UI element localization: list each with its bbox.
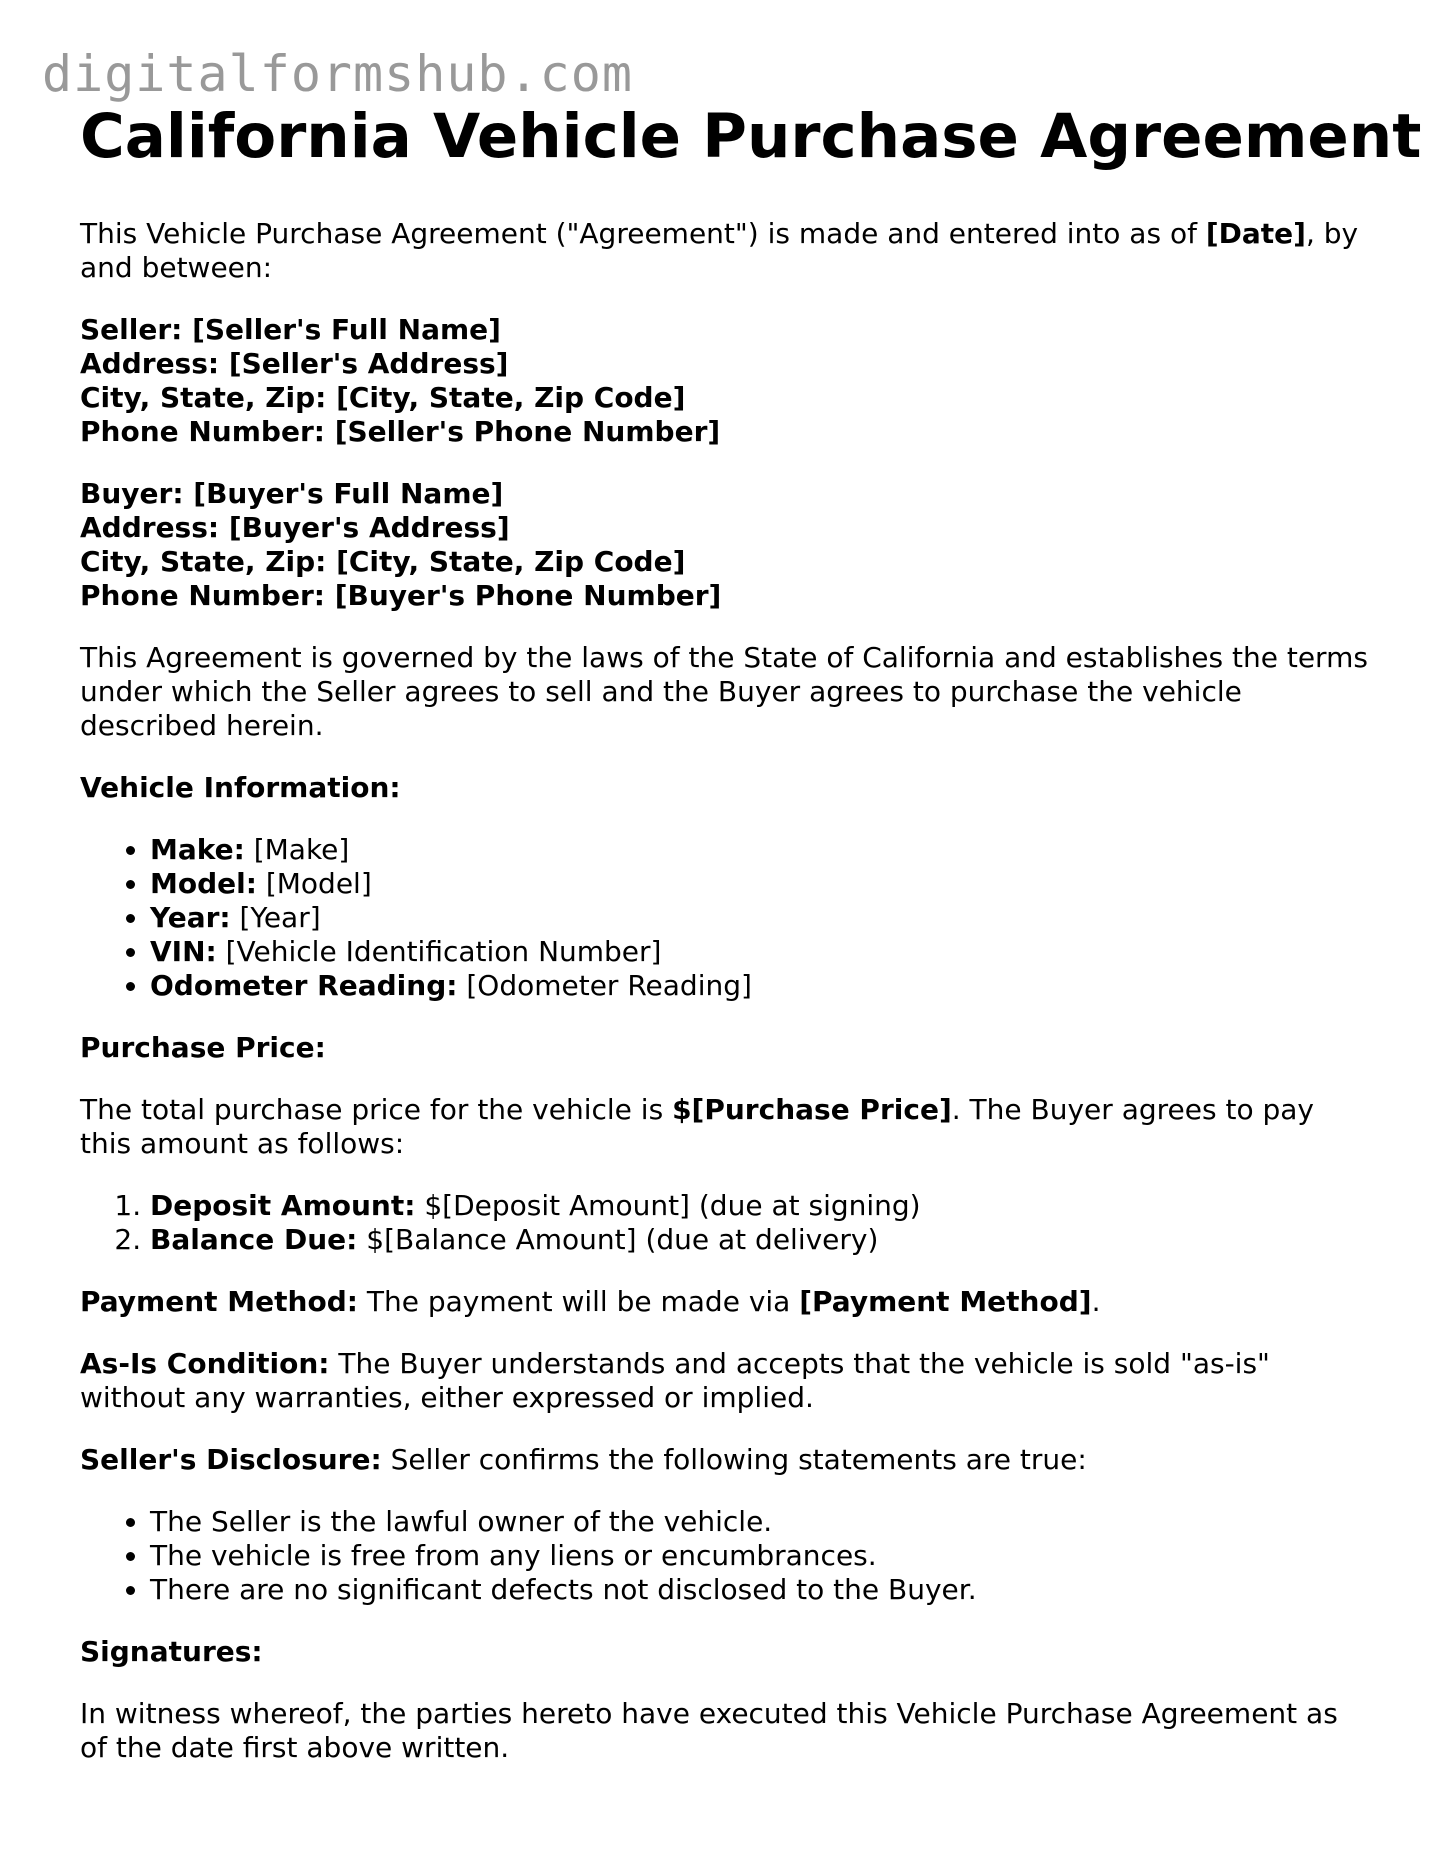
- intro-text-end: , by and between:: [80, 217, 1359, 284]
- seller-phone-line: Phone Number: [Seller's Phone Number]: [80, 415, 721, 448]
- list-item: 1. Deposit Amount: $[Deposit Amount] (due at signing): [150, 1189, 1370, 1223]
- buyer-name-line: Buyer: [Buyer's Full Name]: [80, 477, 504, 510]
- purchase-price-heading: Purchase Price:: [80, 1031, 326, 1064]
- seller-address-line: Address: [Seller's Address]: [80, 347, 509, 380]
- buyer-city-line: City, State, Zip: [City, State, Zip Code]: [80, 545, 686, 578]
- list-item: • Model: [Model]: [150, 867, 1370, 901]
- signatures-paragraph: In witness whereof, the parties hereto have executed this Vehicle Purchase Agreement as of the date first above written.: [80, 1697, 1338, 1764]
- site-watermark: digitalformshub.com: [42, 45, 633, 103]
- list-item: • There are no significant defects not disclosed to the Buyer.: [150, 1573, 1370, 1607]
- list-item: • Make: [Make]: [150, 833, 1370, 867]
- list-item: • The Seller is the lawful owner of the vehicle.: [150, 1505, 1370, 1539]
- buyer-info-block: [80, 477, 1370, 613]
- seller-city-line: City, State, Zip: [City, State, Zip Code]: [80, 381, 686, 414]
- purchase-price-amount: $[Purchase Price]: [672, 1093, 952, 1126]
- list-item: • Odometer Reading: [Odometer Reading]: [150, 969, 1370, 1003]
- list-item: 2. Balance Due: $[Balance Amount] (due at delivery): [150, 1223, 1370, 1257]
- payment-method-paragraph: Payment Method: The payment will be made via [Payment Method].: [80, 1285, 1101, 1318]
- intro-paragraph: [80, 217, 1370, 285]
- seller-name-line: Seller: [Seller's Full Name]: [80, 313, 501, 346]
- disclosure-list: [80, 1505, 1370, 1607]
- agreement-document: [80, 96, 1422, 1793]
- governing-law-paragraph: This Agreement is governed by the laws of the State of California and establishes the terms under which the Seller agrees to sell and the Buyer agrees to purchase the vehicle described herein.: [80, 641, 1368, 742]
- intro-date: [Date]: [1205, 217, 1306, 250]
- list-item: • VIN: [Vehicle Identification Number]: [150, 935, 1370, 969]
- signatures-heading: Signatures:: [80, 1635, 263, 1668]
- buyer-address-line: Address: [Buyer's Address]: [80, 511, 510, 544]
- list-item: • The vehicle is free from any liens or encumbrances.: [150, 1539, 1370, 1573]
- as-is-paragraph: As-Is Condition: The Buyer understands and accepts that the vehicle is sold "as-is" without any warranties, either expressed or implied.: [80, 1347, 1270, 1414]
- vehicle-info-heading: Vehicle Information:: [80, 771, 401, 804]
- seller-info-block: [80, 313, 1370, 449]
- vehicle-info-list: [80, 833, 1370, 1003]
- intro-text: This Vehicle Purchase Agreement ("Agreement") is made and entered into as of: [80, 217, 1206, 250]
- buyer-phone-line: Phone Number: [Buyer's Phone Number]: [80, 579, 722, 612]
- payment-method-value: [Payment Method]: [799, 1285, 1092, 1318]
- list-item: • Year: [Year]: [150, 901, 1370, 935]
- payment-schedule-list: [80, 1189, 1370, 1257]
- page-title: California Vehicle Purchase Agreement: [80, 101, 1422, 172]
- seller-disclosure-paragraph: Seller's Disclosure: Seller confirms the following statements are true:: [80, 1443, 1087, 1476]
- purchase-price-paragraph: The total purchase price for the vehicle is $[Purchase Price]. The Buyer agrees to pay this amount as follows:: [80, 1093, 1314, 1160]
